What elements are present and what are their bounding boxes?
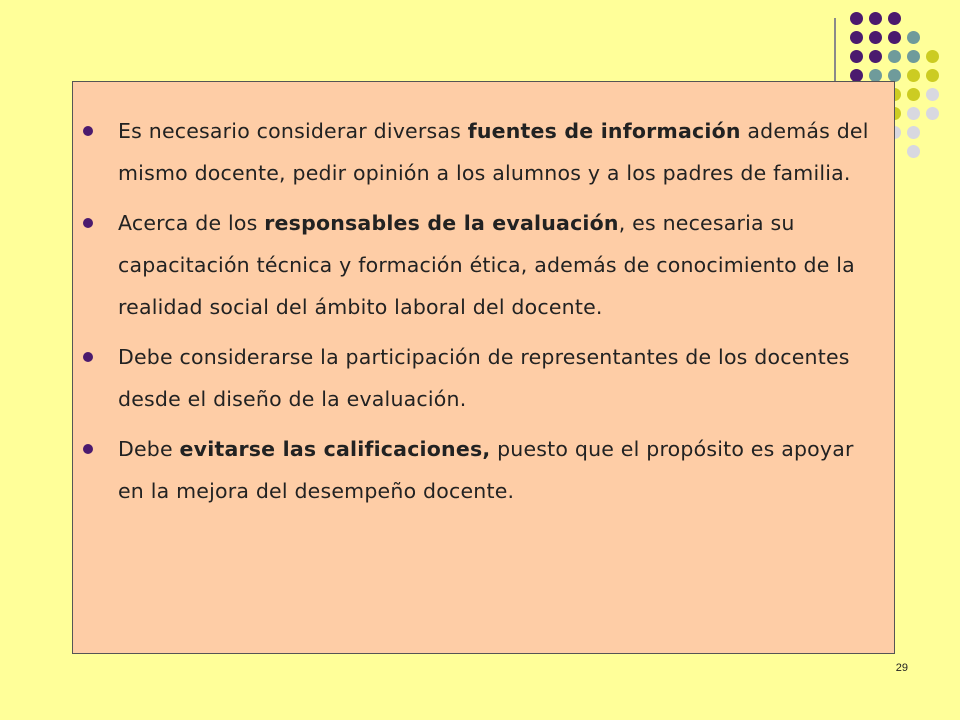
- decorative-dot: [907, 126, 920, 139]
- bullet-item-calificaciones: [73, 428, 894, 512]
- decorative-dot: [926, 88, 939, 101]
- bullet-keyword: responsables de la evaluación: [264, 211, 619, 235]
- bullet-text: Es necesario considerar diversas: [118, 119, 468, 143]
- bullet-item-fuentes: [73, 110, 894, 194]
- decorative-dot: [888, 12, 901, 25]
- decorative-dot: [888, 31, 901, 44]
- bullet-item-responsables: [73, 202, 894, 328]
- decorative-dot: [907, 107, 920, 120]
- bullet-text: puesto que el propósito es apoyar en la mejora del desempeño docente.: [118, 437, 854, 503]
- bullet-keyword: evitarse las calificaciones,: [179, 437, 491, 461]
- decorative-dot: [850, 12, 863, 25]
- bullet-text: Acerca de los: [118, 211, 265, 235]
- decorative-dot: [869, 12, 882, 25]
- decorative-dot: [907, 50, 920, 63]
- bullet-text: , es necesaria su capacitación técnica y formación ética, además de conocimiento de la realidad social del ámbito laboral del docente.: [118, 211, 855, 319]
- decorative-dot: [888, 50, 901, 63]
- content-box: [72, 81, 895, 654]
- decorative-dot: [850, 50, 863, 63]
- decorative-dot: [869, 50, 882, 63]
- decorative-dot: [850, 31, 863, 44]
- decorative-dot: [926, 107, 939, 120]
- decorative-dot: [907, 88, 920, 101]
- bullet-item-participacion: [73, 336, 894, 420]
- decorative-dot: [907, 31, 920, 44]
- decorative-dot: [926, 50, 939, 63]
- decorative-dot: [926, 69, 939, 82]
- bullet-text: además del mismo docente, pedir opinión a los alumnos y a los padres de familia.: [118, 119, 869, 185]
- bullet-text: Debe: [118, 437, 180, 461]
- decorative-dot: [869, 31, 882, 44]
- bullet-text: Debe considerarse la participación de representantes de los docentes desde el diseño de la evaluación.: [118, 345, 850, 411]
- decorative-dot: [907, 145, 920, 158]
- decorative-dot: [907, 69, 920, 82]
- bullet-keyword: fuentes de información: [467, 119, 741, 143]
- bullet-list: [73, 110, 894, 520]
- page-number: 29: [895, 662, 908, 674]
